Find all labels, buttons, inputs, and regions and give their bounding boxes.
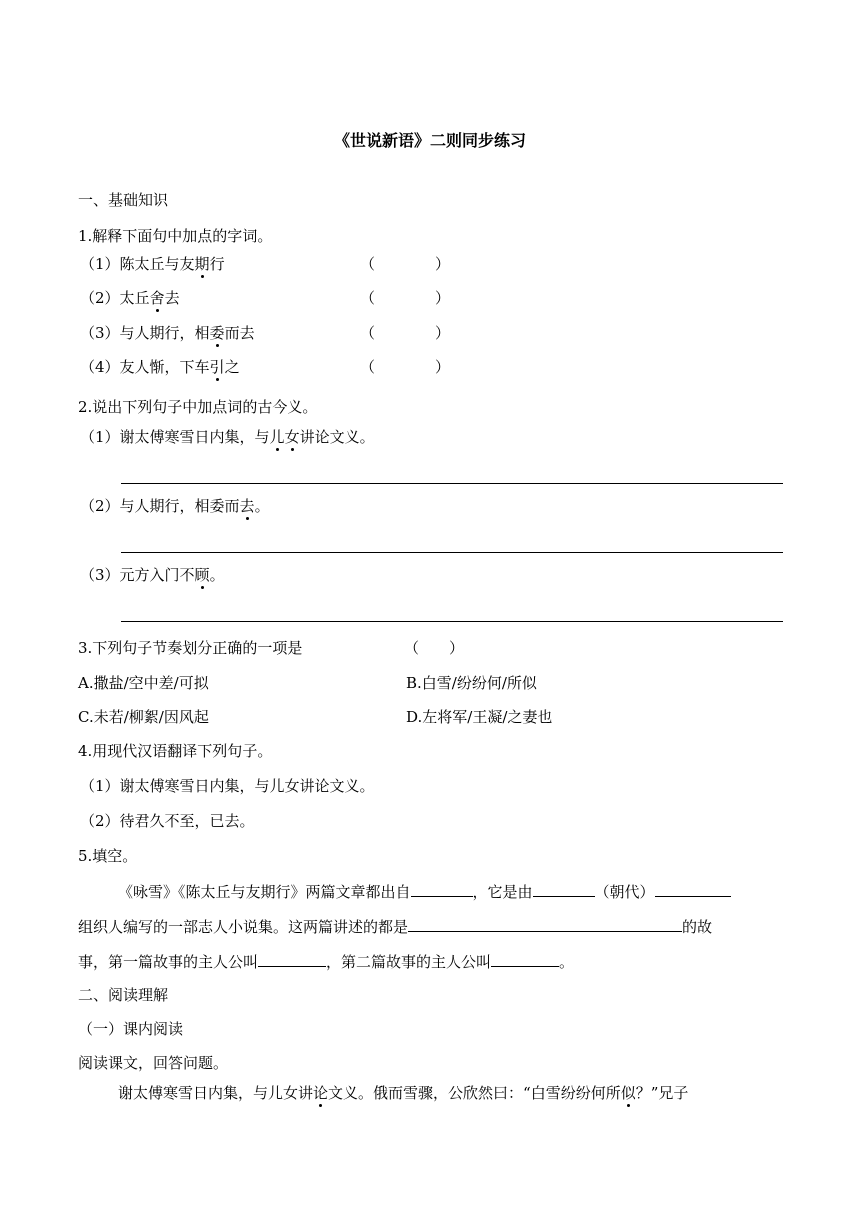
q3-option-c: C.未若/柳絮/因风起 — [78, 708, 209, 726]
reading-passage-line: 谢太傅寒雪日内集，与儿女讲论文义。俄而雪骤，公欣然曰：“白雪纷纷何所似？”兄子 — [118, 1084, 689, 1102]
emphasis-dot-char: 委 — [209, 324, 225, 342]
q1-answer-paren-3: （ ） — [360, 324, 451, 342]
question-2-stem: 2.说出下列句子中加点词的古今义。 — [78, 398, 318, 416]
q1-item-3: （3）与人期行，相委而去 — [80, 324, 255, 342]
q4-item-2: （2）待君久不至，已去。 — [80, 812, 255, 830]
question-5-stem: 5.填空。 — [78, 847, 138, 865]
fill-blank[interactable] — [491, 950, 559, 967]
emphasis-dot-char: 论 — [313, 1084, 329, 1102]
q2-item-1: （1）谢太傅寒雪日内集，与儿女讲论文义。 — [80, 428, 375, 446]
emphasis-dot-char: 引 — [209, 358, 225, 376]
q1-answer-paren-1: （ ） — [360, 255, 451, 273]
q5-line-3: 事，第一篇故事的主人公叫 ，第二篇故事的主人公叫 。 — [78, 950, 574, 972]
question-1-stem: 1.解释下面句中加点的字词。 — [78, 227, 273, 245]
emphasis-dot-char: 似 — [620, 1084, 636, 1102]
answer-line-2[interactable] — [121, 552, 783, 553]
q1-item-4: （4）友人惭，下车引之 — [80, 358, 240, 376]
q1-item-1: （1）陈太丘与友期行 — [80, 255, 225, 273]
q2-item-2: （2）与人期行，相委而去。 — [80, 497, 270, 515]
emphasis-dot-char: 舍 — [149, 289, 165, 307]
question-4-stem: 4.用现代汉语翻译下列句子。 — [78, 742, 273, 760]
q1-answer-paren-2: （ ） — [360, 289, 451, 307]
fill-blank[interactable] — [258, 950, 326, 967]
fill-blank[interactable] — [411, 880, 473, 897]
answer-line-1[interactable] — [121, 483, 783, 484]
q3-option-a: A.撒盐/空中差/可拟 — [78, 674, 209, 692]
question-3-stem: 3.下列句子节奏划分正确的一项是 — [78, 639, 303, 657]
emphasis-dot-char: 期 — [194, 255, 210, 273]
q1-answer-paren-4: （ ） — [360, 358, 451, 376]
q3-option-d: D.左将军/王凝/之妻也 — [406, 708, 553, 726]
emphasis-dot-char: 女 — [284, 428, 300, 446]
emphasis-dot-char: 去 — [239, 497, 255, 515]
page-title: 《世说新语》二则同步练习 — [333, 131, 526, 150]
fill-blank[interactable] — [655, 880, 731, 897]
fill-blank[interactable] — [408, 915, 682, 932]
answer-line-3[interactable] — [121, 621, 783, 622]
emphasis-dot-char: 顾 — [194, 566, 210, 584]
q1-item-2: （2）太丘舍去 — [80, 289, 180, 307]
reading-instruction: 阅读课文，回答问题。 — [78, 1054, 229, 1072]
section-heading-reading: 二、阅读理解 — [78, 986, 169, 1004]
q3-answer-paren: （ ） — [404, 639, 465, 657]
section-heading-basics: 一、基础知识 — [78, 191, 169, 209]
q2-item-3: （3）元方入门不顾。 — [80, 566, 225, 584]
q3-option-b: B.白雪/纷纷何/所似 — [406, 674, 537, 692]
emphasis-dot-char: 儿 — [269, 428, 285, 446]
fill-blank[interactable] — [533, 880, 595, 897]
q5-line-2: 组织人编写的一部志人小说集。这两篇讲述的都是 的故 — [78, 915, 712, 937]
q5-line-1: 《咏雪》《陈太丘与友期行》两篇文章都出自 ，它是由 （朝代） — [118, 880, 731, 902]
subsection-in-class-reading: （一）课内阅读 — [78, 1020, 184, 1038]
q4-item-1: （1）谢太傅寒雪日内集，与儿女讲论文义。 — [80, 777, 375, 795]
